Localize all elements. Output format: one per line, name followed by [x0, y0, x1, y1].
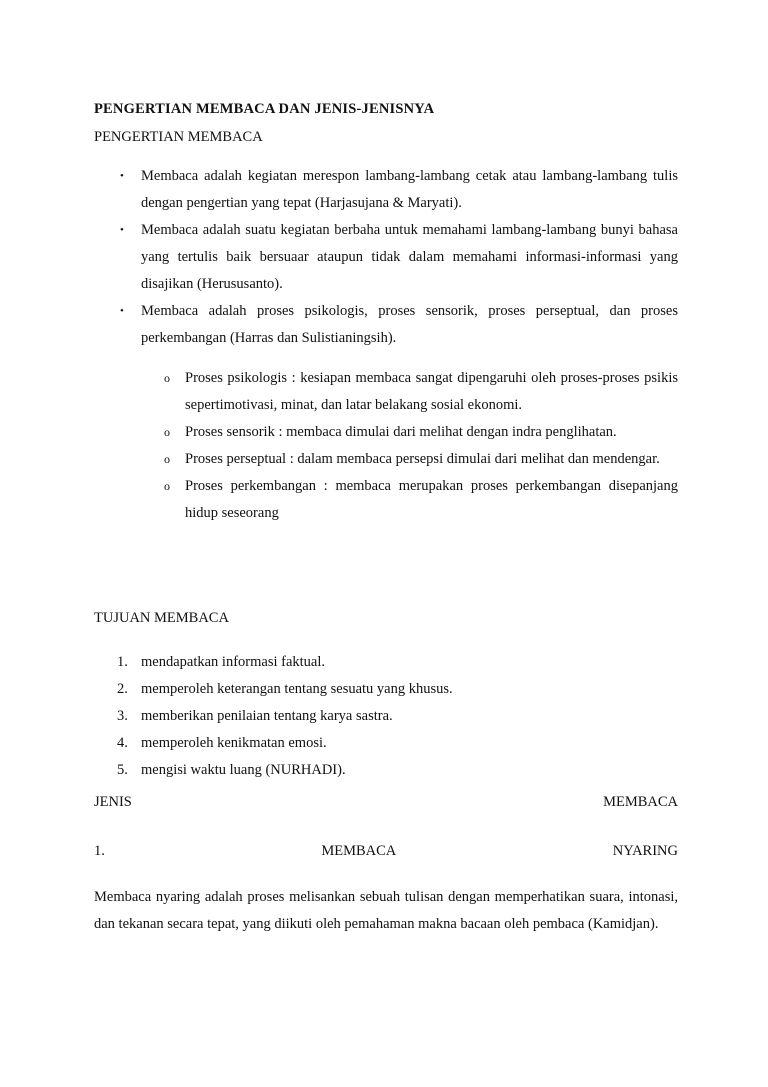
sub-bullet-marker: o — [164, 452, 170, 466]
nyaring-paragraph: Membaca nyaring adalah proses melisankan sebuah tulisan dengan memperhatikan suara, intonasi, dan tekanan secara tepat, yang diikuti oleh pemahaman makna bacaan oleh pembaca (Kamidjan). — [94, 889, 678, 932]
numbered-text: mengisi waktu luang (NURHADI). — [141, 762, 346, 778]
numbered-item — [117, 730, 678, 757]
bullet-marker: • — [120, 224, 124, 236]
heading-membaca-nyaring — [94, 838, 678, 865]
numbered-text: memperoleh keterangan tentang sesuatu yang khusus. — [141, 681, 453, 697]
numbered-text: mendapatkan informasi faktual. — [141, 654, 326, 670]
section-heading-tujuan: TUJUAN MEMBACA — [94, 610, 229, 626]
sub-bullet-item — [164, 446, 678, 473]
numbered-text: memperoleh kenikmatan emosi. — [141, 735, 327, 751]
bullet-text: Membaca adalah kegiatan merespon lambang-lambang cetak atau lambang-lambang tulis dengan pengertian yang tepat (Harjasujana & Maryati). — [141, 168, 678, 211]
jenis-word-right: MEMBACA — [603, 794, 678, 810]
numbered-item — [117, 703, 678, 730]
sub-bullet-marker: o — [164, 479, 170, 493]
sub-bullet-marker: o — [164, 425, 170, 439]
tujuan-numbered-list — [94, 649, 678, 784]
nyaring-word-right: NYARING — [612, 843, 678, 859]
sub-bullet-marker: o — [164, 371, 170, 385]
page-title: PENGERTIAN MEMBACA DAN JENIS-JENISNYA — [94, 101, 435, 117]
sub-bullet-text: Proses perseptual : dalam membaca persepsi dimulai dari melihat dan mendengar. — [185, 451, 660, 467]
definition-bullet-list — [94, 163, 678, 352]
sub-bullet-text: Proses psikologis : kesiapan membaca sangat dipengaruhi oleh proses-proses psikis sepertimotivasi, minat, dan latar belakang sosial ekonomi. — [185, 370, 678, 413]
bullet-item — [120, 163, 678, 217]
number-marker: 4. — [117, 735, 128, 751]
bullet-text: Membaca adalah proses psikologis, proses sensorik, proses perseptual, dan proses perkembangan (Harras dan Sulistianingsih). — [141, 303, 678, 346]
numbered-text: memberikan penilaian tentang karya sastra. — [141, 708, 393, 724]
number-marker: 3. — [117, 708, 128, 724]
bullet-item — [120, 217, 678, 298]
number-marker: 5. — [117, 762, 128, 778]
section-heading-jenis — [94, 789, 678, 816]
sub-bullet-item — [164, 473, 678, 527]
sub-bullet-item — [164, 365, 678, 419]
bullet-text: Membaca adalah suatu kegiatan berbaha untuk memahami lambang-lambang bunyi bahasa yang tertulis baik bersuaar ataupun tidak dalam memahami informasi-informasi yang disajikan (Herususanto). — [141, 222, 678, 292]
process-sub-list — [94, 365, 678, 527]
numbered-item — [117, 649, 678, 676]
section-heading-pengertian: PENGERTIAN MEMBACA — [94, 129, 263, 145]
numbered-item — [117, 757, 678, 784]
jenis-word-left: JENIS — [94, 794, 132, 810]
sub-bullet-item — [164, 419, 678, 446]
nyaring-number: 1. — [94, 843, 105, 859]
sub-bullet-text: Proses sensorik : membaca dimulai dari melihat dengan indra penglihatan. — [185, 424, 617, 440]
bullet-marker: • — [120, 305, 124, 317]
number-marker: 1. — [117, 654, 128, 670]
bullet-marker: • — [120, 170, 124, 182]
bullet-item — [120, 298, 678, 352]
numbered-item — [117, 676, 678, 703]
number-marker: 2. — [117, 681, 128, 697]
sub-bullet-text: Proses perkembangan : membaca merupakan proses perkembangan disepanjang hidup seseorang — [185, 478, 678, 521]
nyaring-word-mid: MEMBACA — [321, 843, 397, 859]
